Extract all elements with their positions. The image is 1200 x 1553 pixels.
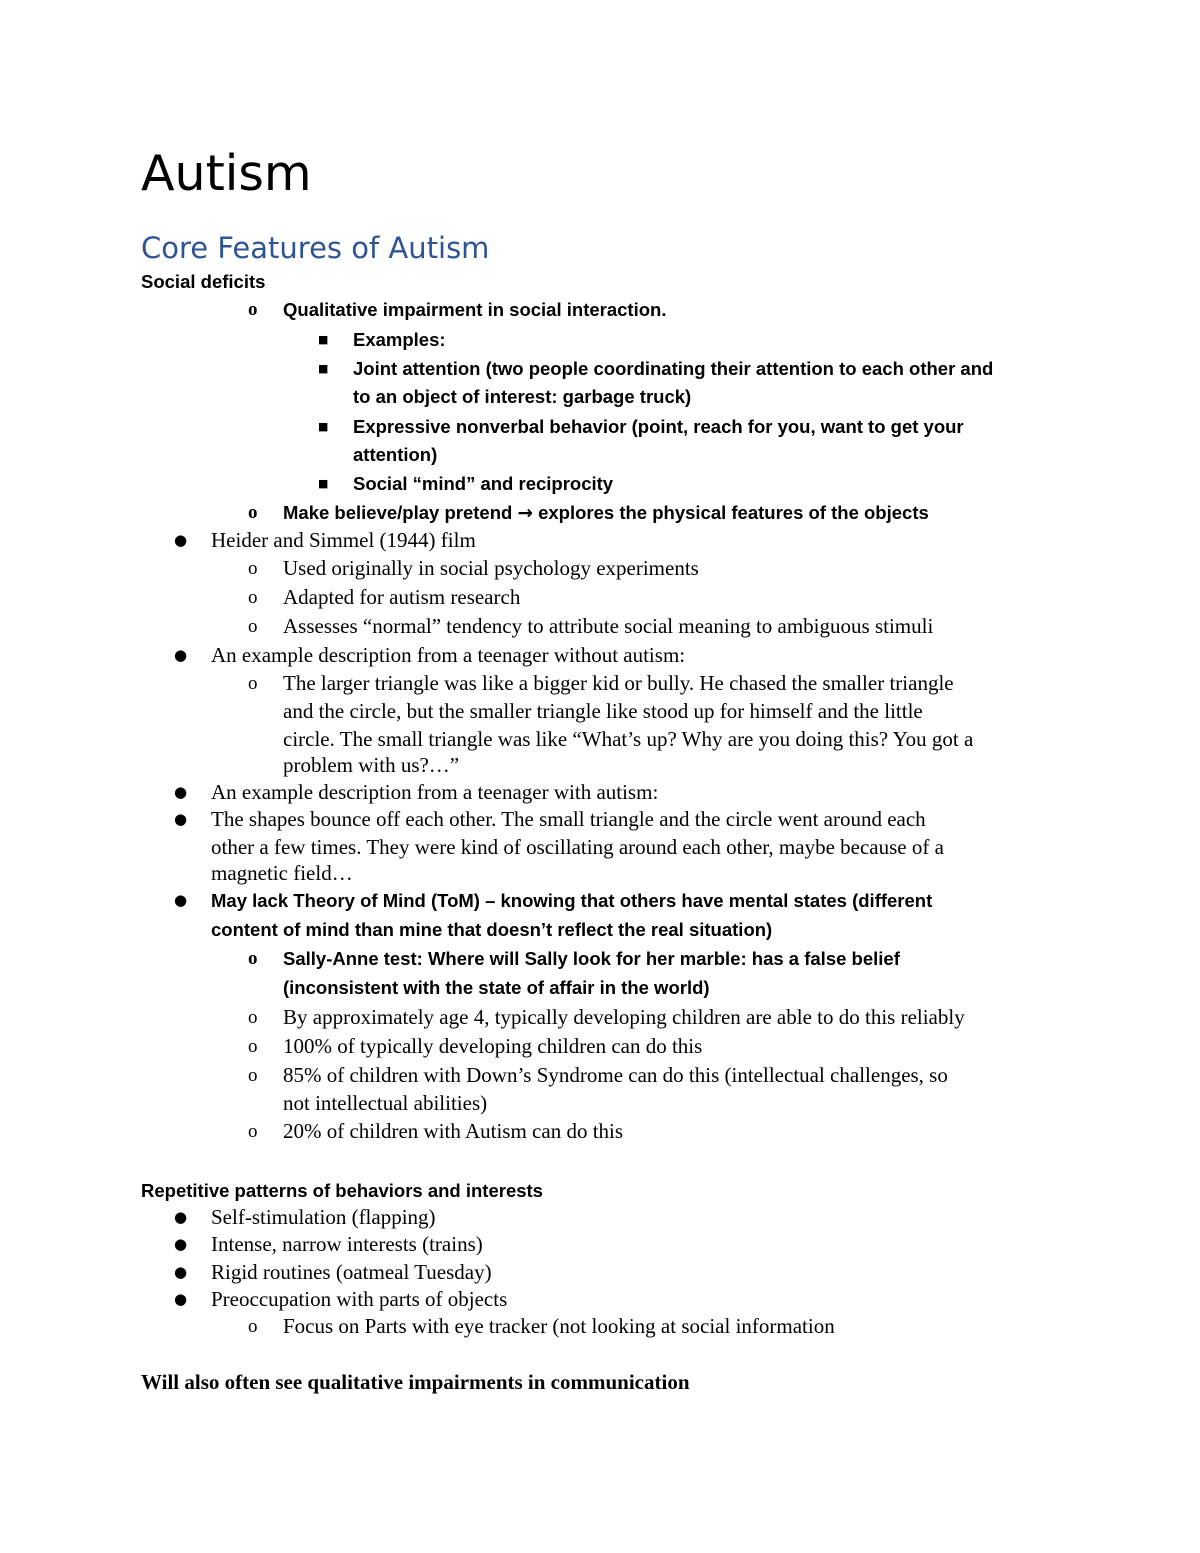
bullet-dot-icon: ● [174,810,188,828]
circle-bullet-icon: o [248,1121,258,1142]
list-item-continuation: magnetic field… [211,861,353,885]
bullet-dot-icon: ● [174,1263,188,1281]
list-item-continuation: (inconsistent with the state of affair in the world) [283,977,710,998]
section-heading: Core Features of Autism [141,231,490,265]
circle-bullet-icon: o [248,673,258,694]
document-page: Autism Core Features of Autism Social deficits o Qualitative impairment in social interaction. ■ Examples: ■ Joint attention (two people coordinating their attention to each other and to an object of interest: garbage truck) ■ Expressive nonverbal behavior (point, reach for you, want to get your attention) ■ Social “mind” and reciprocity o Make believe/play pretend → explores the physical features of the objects ● Heider and Simmel (1944) film o Used originally in social psychology experiments o Adapted for autism research o Assesses “normal” tendency to attribute social meaning to ambiguous stimuli ● An example description from a teenager without autism: o The larger triangle was like a bigger kid or bully. He chased the smaller triangle and the circle, but the smaller triangle like stood up for himself and the little circle. The small triangle was like “What’s up? Why are you doing this? You got a problem with us?…” ● An example description from a teenager with autism: ● The shapes bounce off each other. The small triangle and the circle went around each other a few times. They were kind of oscillating around each other, maybe because of a magnetic field… ● May lack Theory of Mind (ToM) – knowing that others have mental states (different content of mind than mine that doesn’t reflect the real situation) o Sally-Anne test: Where will Sally look for her marble: has a false belief (inconsistent with the state of affair in the world) o By approximately age 4, typically developing children are able to do this reliably o 100% of typically developing children can do this o 85% of children with Down’s Syndrome can do this (intellectual challenges, so not intellectual abilities) o 20% of children with Autism can do this Repetitive patterns of behaviors and interests ● Self-stimulation (flapping) ● Intense, narrow interests (trains) ● Rigid routines (oatmeal Tuesday) ● Preoccupation with parts of objects o Focus on Parts with eye tracker (not looking at social information Will also often see qualitative impairments in communication [0,0,1200,1553]
bullet-dot-icon: ● [174,1208,188,1226]
circle-bullet-icon: o [248,1036,258,1057]
document-title: Autism [141,145,312,202]
list-item-continuation: attention) [353,444,438,465]
circle-bullet-icon: o [248,587,258,608]
right-arrow-icon: → [517,503,533,524]
list-item-continuation: to an object of interest: garbage truck) [353,386,692,407]
circle-bullet-icon: o [248,558,258,579]
square-bullet-icon: ■ [318,362,329,375]
list-item-continuation: and the circle, but the smaller triangle like stood up for himself and the little [283,699,923,723]
bullet-dot-icon: ● [174,783,188,801]
subheading-repetitive-patterns: Repetitive patterns of behaviors and interests [141,1180,543,1201]
circle-bullet-icon: o [248,1007,258,1028]
circle-bullet-icon: o [248,299,258,320]
circle-bullet-icon: o [248,948,258,969]
circle-bullet-icon: o [248,502,258,523]
square-bullet-icon: ■ [318,477,329,490]
list-item-continuation: other a few times. They were kind of oscillating around each other, maybe because of a [211,835,944,859]
bullet-dot-icon: ● [174,1235,188,1253]
subheading-social-deficits: Social deficits [141,271,266,292]
square-bullet-icon: ■ [318,333,329,346]
bullet-dot-icon: ● [174,1290,188,1308]
bullet-dot-icon: ● [174,891,188,909]
circle-bullet-icon: o [248,1316,258,1337]
bullet-dot-icon: ● [174,646,188,664]
circle-bullet-icon: o [248,616,258,637]
list-item-continuation: circle. The small triangle was like “What’s up? Why are you doing this? You got a [283,727,974,751]
circle-bullet-icon: o [248,1065,258,1086]
list-item-continuation: problem with us?…” [283,753,460,777]
bullet-dot-icon: ● [174,531,188,549]
list-item-continuation: content of mind than mine that doesn’t reflect the real situation) [211,919,773,940]
closing-statement: Will also often see qualitative impairments in communication [141,1370,690,1394]
list-item-continuation: not intellectual abilities) [283,1091,488,1115]
square-bullet-icon: ■ [318,420,329,433]
